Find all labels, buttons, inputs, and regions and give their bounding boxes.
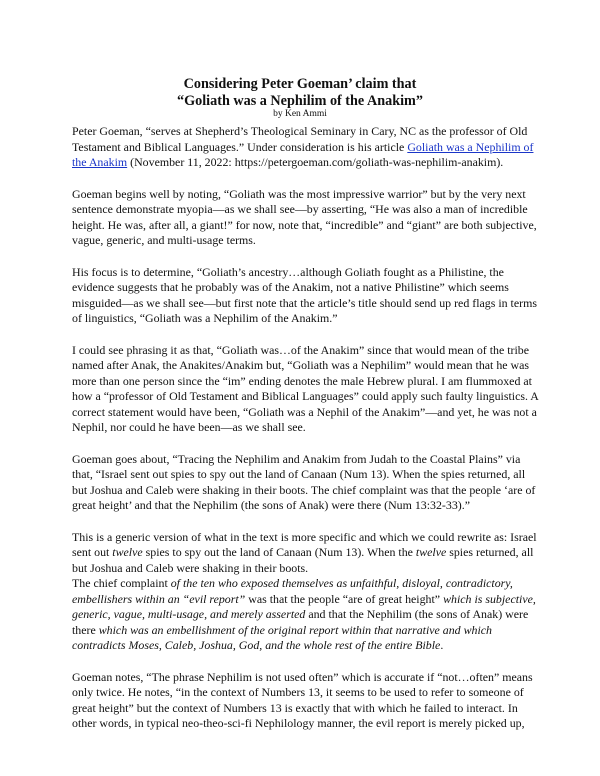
p1-text-start: Peter Goeman, “serves at Shepherd’s Theological Seminary in Cary, NC as the professor of Old Testament and Biblical Languages.” Under consideration is his article xyxy=(72,124,528,154)
p7-g: . xyxy=(440,638,444,652)
p6-c: spies to spy out the land of Canaan (Num 13). When the xyxy=(142,545,416,559)
article-body xyxy=(72,124,542,748)
paragraph-3: His focus is to determine, “Goliath’s ancestry…although Goliath fought as a Philistine, the evidence suggests that he probably was of the Anakim, not a native Philistine” which seems misguided—as we shall see—but first note that the article’s title should send up red flags in terms of linguistics, “Goliath was a Nephilim of the Anakim.” xyxy=(72,264,537,325)
paragraph-6 xyxy=(72,530,542,577)
p7-d: which is subjective, generic, vague, multi-usage, and merely asserted xyxy=(72,591,536,621)
title-line-1: Considering Peter Goeman’ claim that xyxy=(183,76,417,92)
p1-text-end: (November 11, 2022: https://petergoeman.com/goliath-was-nephilim-anakim). xyxy=(127,155,504,169)
paragraph-5: Goeman goes about, “Tracing the Nephilim and Anakim from Judah to the Coastal Plains” via that, “Israel sent out spies to spy out the land of Canaan (Num 13). When the spies returned, all but Joshua and Caleb were shaking in their boots. The chief complaint was that the people ‘are of great height’ and that the Nephilim (the sons of Anak) were there (Num 13:32-33).” xyxy=(72,451,536,512)
p7-c: was that the people “are of great height” xyxy=(245,591,444,606)
p6-d: twelve xyxy=(415,545,447,559)
paragraph-4: I could see phrasing it as that, “Goliath was…of the Anakim” since that would mean of the tribe named after Anak, the Anakites/Anakim but, “Goliath was a Nephilim” would mean that he was more than one person since the “im” ending denotes the male Hebrew plural. I am flummoxed at how a “professor of Old Testament and Biblical Languages” could apply such faulty linguistics. A correct statement would have been, “Goliath was a Nephil of the Anakim”—and yet, he was not a Nephil, nor could he have been—as we shall see. xyxy=(72,342,539,434)
p6-a: This is a generic version of what in the text is more specific and which we could rewrite as: Israel sent out xyxy=(72,529,537,559)
p6-b: twelve xyxy=(112,545,143,559)
paragraph-1 xyxy=(72,124,542,171)
p7-b: of the ten who exposed themselves as unfaithful, disloyal, contradictory, embellishers within an “evil report” xyxy=(72,576,513,606)
paragraph-2: Goeman begins well by noting, “Goliath was the most impressive warrior” but by the very next sentence demonstrate myopia—as we shall see—by asserting, “He was also a man of incredible height. He was, after all, a giant!” for now, note that, “incredible” and “giant” are both subjective, vague, generic, and multi-usage terms. xyxy=(72,186,537,247)
article-link[interactable]: Goliath was a Nephilim of the Anakim xyxy=(72,139,534,169)
p6-e: spies returned, all but Joshua and Caleb were shaking in their boots. xyxy=(72,545,534,575)
p7-f: which was an embellishment of the original report within that narrative and which contradicts Moses, Caleb, Joshua, God, and the whole rest of the entire Bible xyxy=(72,622,493,652)
p7-a: The chief complaint xyxy=(72,576,171,590)
paragraph-7 xyxy=(72,576,542,654)
title-line-2: “Goliath was a Nephilim of the Anakim” xyxy=(177,93,423,109)
byline: by Ken Ammi xyxy=(273,109,327,119)
p7-e: and that the Nephilim (the sons of Anak) were there xyxy=(72,607,529,637)
paragraph-8: Goeman notes, “The phrase Nephilim is not used often” which is accurate if “not…often” means only twice. He notes, “in the context of Numbers 13, it seems to be used to refer to someone of great height” but the context of Numbers 13 is exactly that with which he failed to interact. In other words, in typical neo-theo-sci-fi Nephilology manner, the evil report is merely picked up, xyxy=(72,669,533,730)
